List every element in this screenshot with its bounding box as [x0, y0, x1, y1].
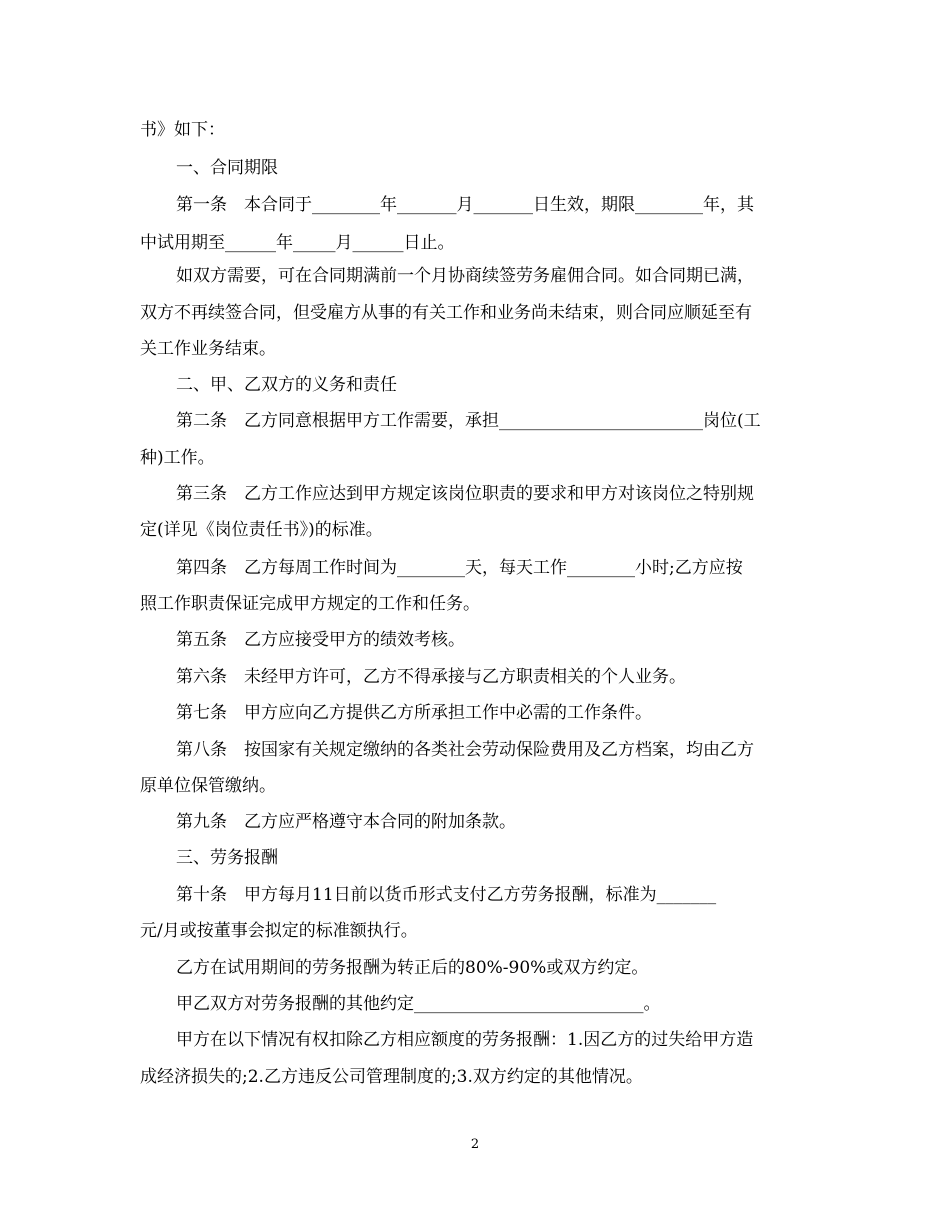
text-line: 种)工作。 [140, 448, 215, 468]
text-line: 第二条 乙方同意根据甲方工作需要，承担________________________岗位(工 [176, 411, 761, 431]
text-line: 第四条 乙方每周工作时间为________天，每天工作________小时;乙方应按 [176, 558, 743, 578]
text-line: 第八条 按国家有关规定缴纳的各类社会劳动保险费用及乙方档案，均由乙方 [176, 740, 754, 760]
section-heading: 三、劳务报酬 [176, 848, 278, 868]
text-line: 第三条 乙方工作应达到甲方规定该岗位职责的要求和甲方对该岗位之特别规 [176, 484, 754, 504]
text-line: 第九条 乙方应严格遵守本合同的附加条款。 [176, 812, 516, 832]
text-line: 甲乙双方对劳务报酬的其他约定___________________________。 [176, 994, 661, 1014]
text-line: 中试用期至______年_____月______日止。 [140, 233, 455, 253]
text-line: 第五条 乙方应接受甲方的绩效考核。 [176, 630, 465, 650]
text-line: 第十条 甲方每月11日前以货币形式支付乙方劳务报酬，标准为_______ [176, 885, 717, 905]
text-line: 原单位保管缴纳。 [140, 776, 276, 796]
page-number: 2 [470, 1137, 480, 1152]
text-line: 双方不再续签合同，但受雇方从事的有关工作和业务尚未结束，则合同应顺延至有 [140, 303, 752, 323]
text-line: 书》如下： [140, 120, 225, 140]
text-line: 第一条 本合同于________年_______月_______日生效，期限________年，其 [176, 195, 754, 215]
text-line: 成经济损失的;2.乙方违反公司管理制度的;3.双方约定的其他情况。 [140, 1067, 643, 1087]
text-line: 乙方在试用期间的劳务报酬为转正后的80%-90%或双方约定。 [176, 958, 649, 978]
section-heading: 二、甲、乙双方的义务和责任 [176, 375, 397, 395]
text-line: 第七条 甲方应向乙方提供乙方所承担工作中必需的工作条件。 [176, 703, 652, 723]
text-line: 元/月或按董事会拟定的标准额执行。 [140, 921, 418, 941]
text-line: 照工作职责保证完成甲方规定的工作和任务。 [140, 594, 480, 614]
text-line: 关工作业务结束。 [140, 339, 276, 359]
text-line: 第六条 未经甲方许可，乙方不得承接与乙方职责相关的个人业务。 [176, 667, 686, 687]
text-line: 甲方在以下情况有权扣除乙方相应额度的劳务报酬：1.因乙方的过失给甲方造 [176, 1030, 754, 1050]
section-heading: 一、合同期限 [176, 158, 278, 178]
text-line: 定(详见《岗位责任书》)的标准。 [140, 520, 383, 540]
text-line: 如双方需要，可在合同期满前一个月协商续签劳务雇佣合同。如合同期已满， [176, 266, 754, 286]
